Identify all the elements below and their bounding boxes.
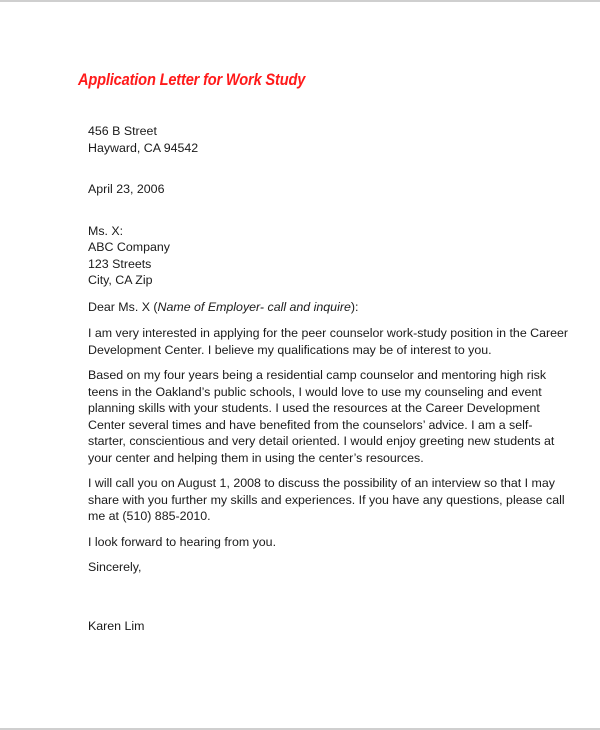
recipient-name: Ms. X: [88,223,124,238]
paragraph-line: your center and helping them in using the center’s resources. [88,450,424,465]
document-title: Application Letter for Work Study [78,70,306,89]
salutation-prefix: Dear Ms. X ( [88,299,158,314]
paragraph-line: Center several times and have benefited from the counselors’ advice. I am a self- [88,417,533,432]
paragraph-line: I look forward to hearing from you. [88,534,277,549]
paragraph-line: planning skills with your students. I used the resources at the Career Development [88,401,540,415]
letter-date: April 23, 2006 [88,182,165,196]
paragraph-interest [88,325,568,358]
salutation-suffix: ): [350,299,359,314]
recipient-address [88,223,568,289]
paragraph-closing-remark [88,534,568,551]
salutation-note: Name of Employer- call and inquire [157,299,351,314]
sender-address-line2: Hayward, CA 94542 [88,140,199,155]
paragraph-line: I am very interested in applying for the peer counselor work-study position in the Career [88,326,569,340]
closing: Sincerely, [88,560,142,574]
sender-address-line1: 456 B Street [88,124,157,138]
signature-name: Karen Lim [88,618,145,633]
paragraph-line: I will call you on August 1, 2008 to discuss the possibility of an interview so that I may [88,476,555,490]
sender-address [88,123,568,156]
recipient-city: City, CA Zip [88,273,153,287]
paragraph-line: share with you further my skills and experiences. If you have any questions, please call [88,492,565,507]
letter-body [88,123,568,634]
paragraph-follow-up [88,475,568,525]
paragraph-line: starter, conscientious and very detail oriented. I would enjoy greeting new students at [88,434,555,448]
paragraph-line: Based on my four years being a residential camp counselor and mentoring high risk [88,368,547,382]
recipient-company: ABC Company [88,240,170,254]
salutation [88,299,568,316]
paragraph-experience [88,367,568,466]
paragraph-line: Development Center. I believe my qualifications may be of interest to you. [88,342,492,357]
page-top-border [0,0,600,2]
recipient-street: 123 Streets [88,256,152,271]
paragraph-line: teens in the Oakland’s public schools, I would love to use my counseling and event [88,384,542,399]
paragraph-line: me at (510) 885-2010. [88,509,211,523]
